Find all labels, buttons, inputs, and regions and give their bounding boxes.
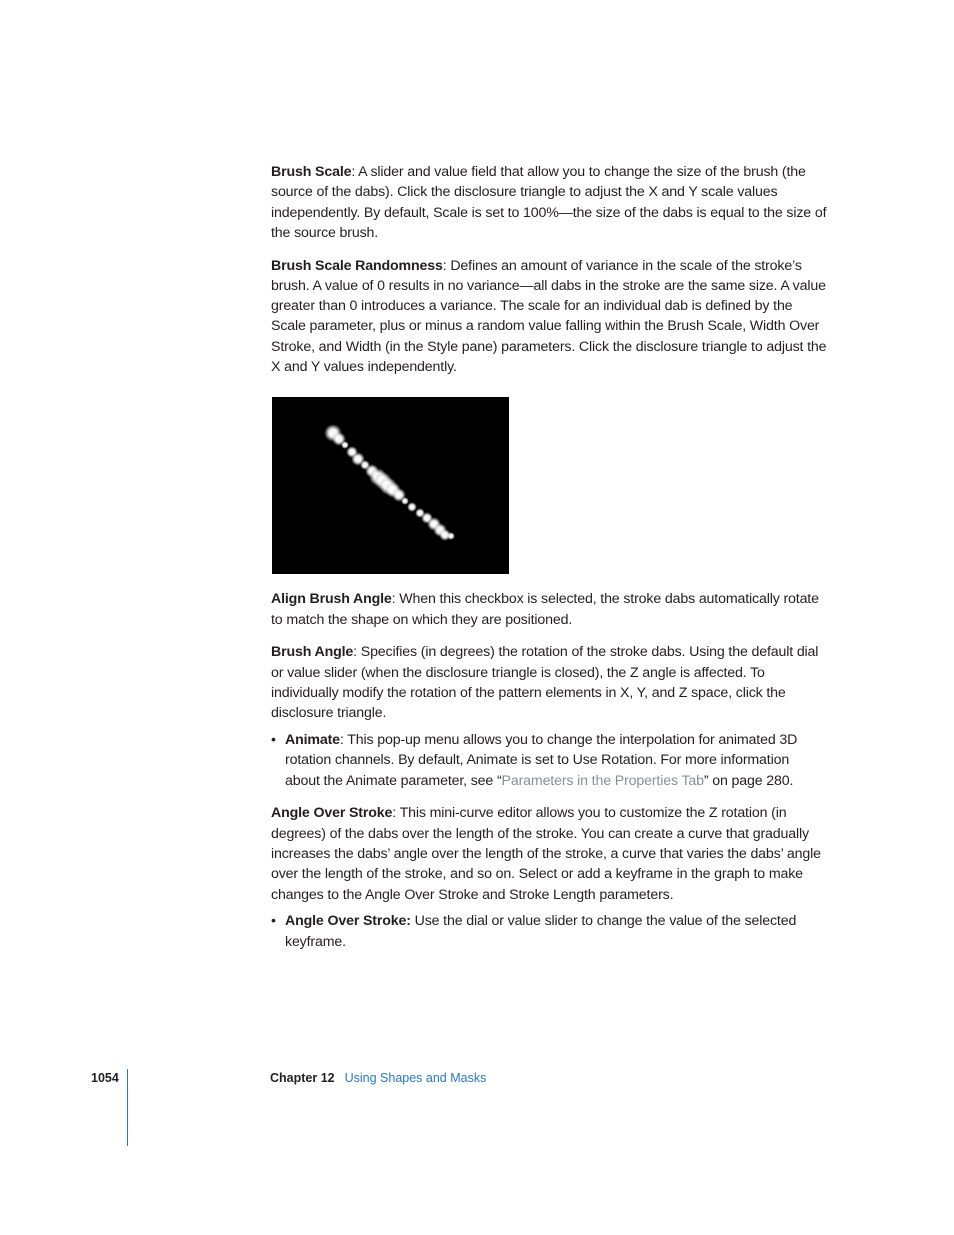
brush-scale-randomness-paragraph: [271, 256, 827, 378]
animate-term: Animate: [285, 732, 340, 749]
animate-text-before: : This pop-up menu allows you to change the interpolation for animated 3D rotation channels. By default, Animate is set to Use Rotation. For more information about the Animate parameter, see “: [285, 732, 798, 789]
stroke-dabs: [324, 424, 455, 541]
brush-angle-paragraph: [271, 642, 827, 723]
bullet-dot: •: [271, 732, 276, 749]
bullet-dot: •: [271, 913, 276, 930]
angle-over-stroke-text: : This mini-curve editor allows you to customize the Z rotation (in degrees) of the dabs over the length of the stroke. You can create a curve that gradually increases the dabs’ angle over the length of the stroke, a curve that varies the dabs’ angle over the length of the stroke, and so on. Select or add a keyframe in the graph to make changes to the Angle Over Stroke and Stroke Length parameters.: [271, 805, 821, 903]
angle-over-stroke-term: Angle Over Stroke: [271, 805, 393, 822]
angle-over-stroke-bullet-item: [271, 911, 827, 952]
brush-scale-randomness-text: : Defines an amount of variance in the scale of the stroke’s brush. A value of 0 results in no variance—all dabs in the stroke are the same size. A value greater than 0 introduces a variance. The scale for an individual dab is defined by the Scale parameter, plus or minus a random value falling within the Brush Scale, Width Over Stroke, and Width (in the Style pane) parameters. Click the disclosure triangle to adjust the X and Y values independently.: [271, 257, 827, 376]
stroke-dabs-image: [272, 397, 509, 574]
brush-angle-text: : Specifies (in degrees) the rotation of the stroke dabs. Using the default dial or value slider (when the disclosure triangle is closed), the Z angle is affected. To individually modify the rotation of the pattern elements in X, Y, and Z space, click the disclosure triangle.: [271, 644, 819, 722]
brush-scale-text: : A slider and value field that allow you to change the size of the brush (the source of the dabs). Click the disclosure triangle to adjust the X and Y scale values independently. By default, Scale is set to 100%—the size of the dabs is equal to the size of the source brush.: [271, 164, 827, 241]
animate-text-after: ” on page 280.: [703, 772, 794, 789]
properties-tab-link[interactable]: Parameters in the Properties Tab: [501, 772, 704, 789]
chapter-label: Chapter 12: [270, 1071, 335, 1085]
page-number: 1054: [91, 1071, 119, 1085]
chapter-title-link[interactable]: Using Shapes and Masks: [344, 1071, 487, 1085]
brush-scale-randomness-term: Brush Scale Randomness: [271, 257, 443, 274]
align-brush-angle-paragraph: [271, 589, 827, 630]
brush-angle-term: Brush Angle: [271, 644, 354, 661]
stroke-dabs-figure: [272, 397, 509, 574]
brush-scale-paragraph: [271, 162, 827, 243]
footer-chapter: [270, 1071, 486, 1085]
align-brush-angle-text: : When this checkbox is selected, the stroke dabs automatically rotate to match the shape on which they are positioned.: [271, 591, 819, 628]
animate-bullet-item: [271, 730, 827, 791]
page-content: [271, 162, 827, 964]
align-brush-angle-term: Align Brush Angle: [271, 591, 392, 608]
angle-over-stroke-bullet-term: Angle Over Stroke:: [285, 913, 411, 930]
footer-divider: [127, 1069, 128, 1146]
angle-over-stroke-paragraph: [271, 803, 827, 904]
angle-over-stroke-bullet-text: Use the dial or value slider to change the value of the selected keyframe.: [285, 913, 797, 950]
brush-scale-term: Brush Scale: [271, 164, 352, 180]
